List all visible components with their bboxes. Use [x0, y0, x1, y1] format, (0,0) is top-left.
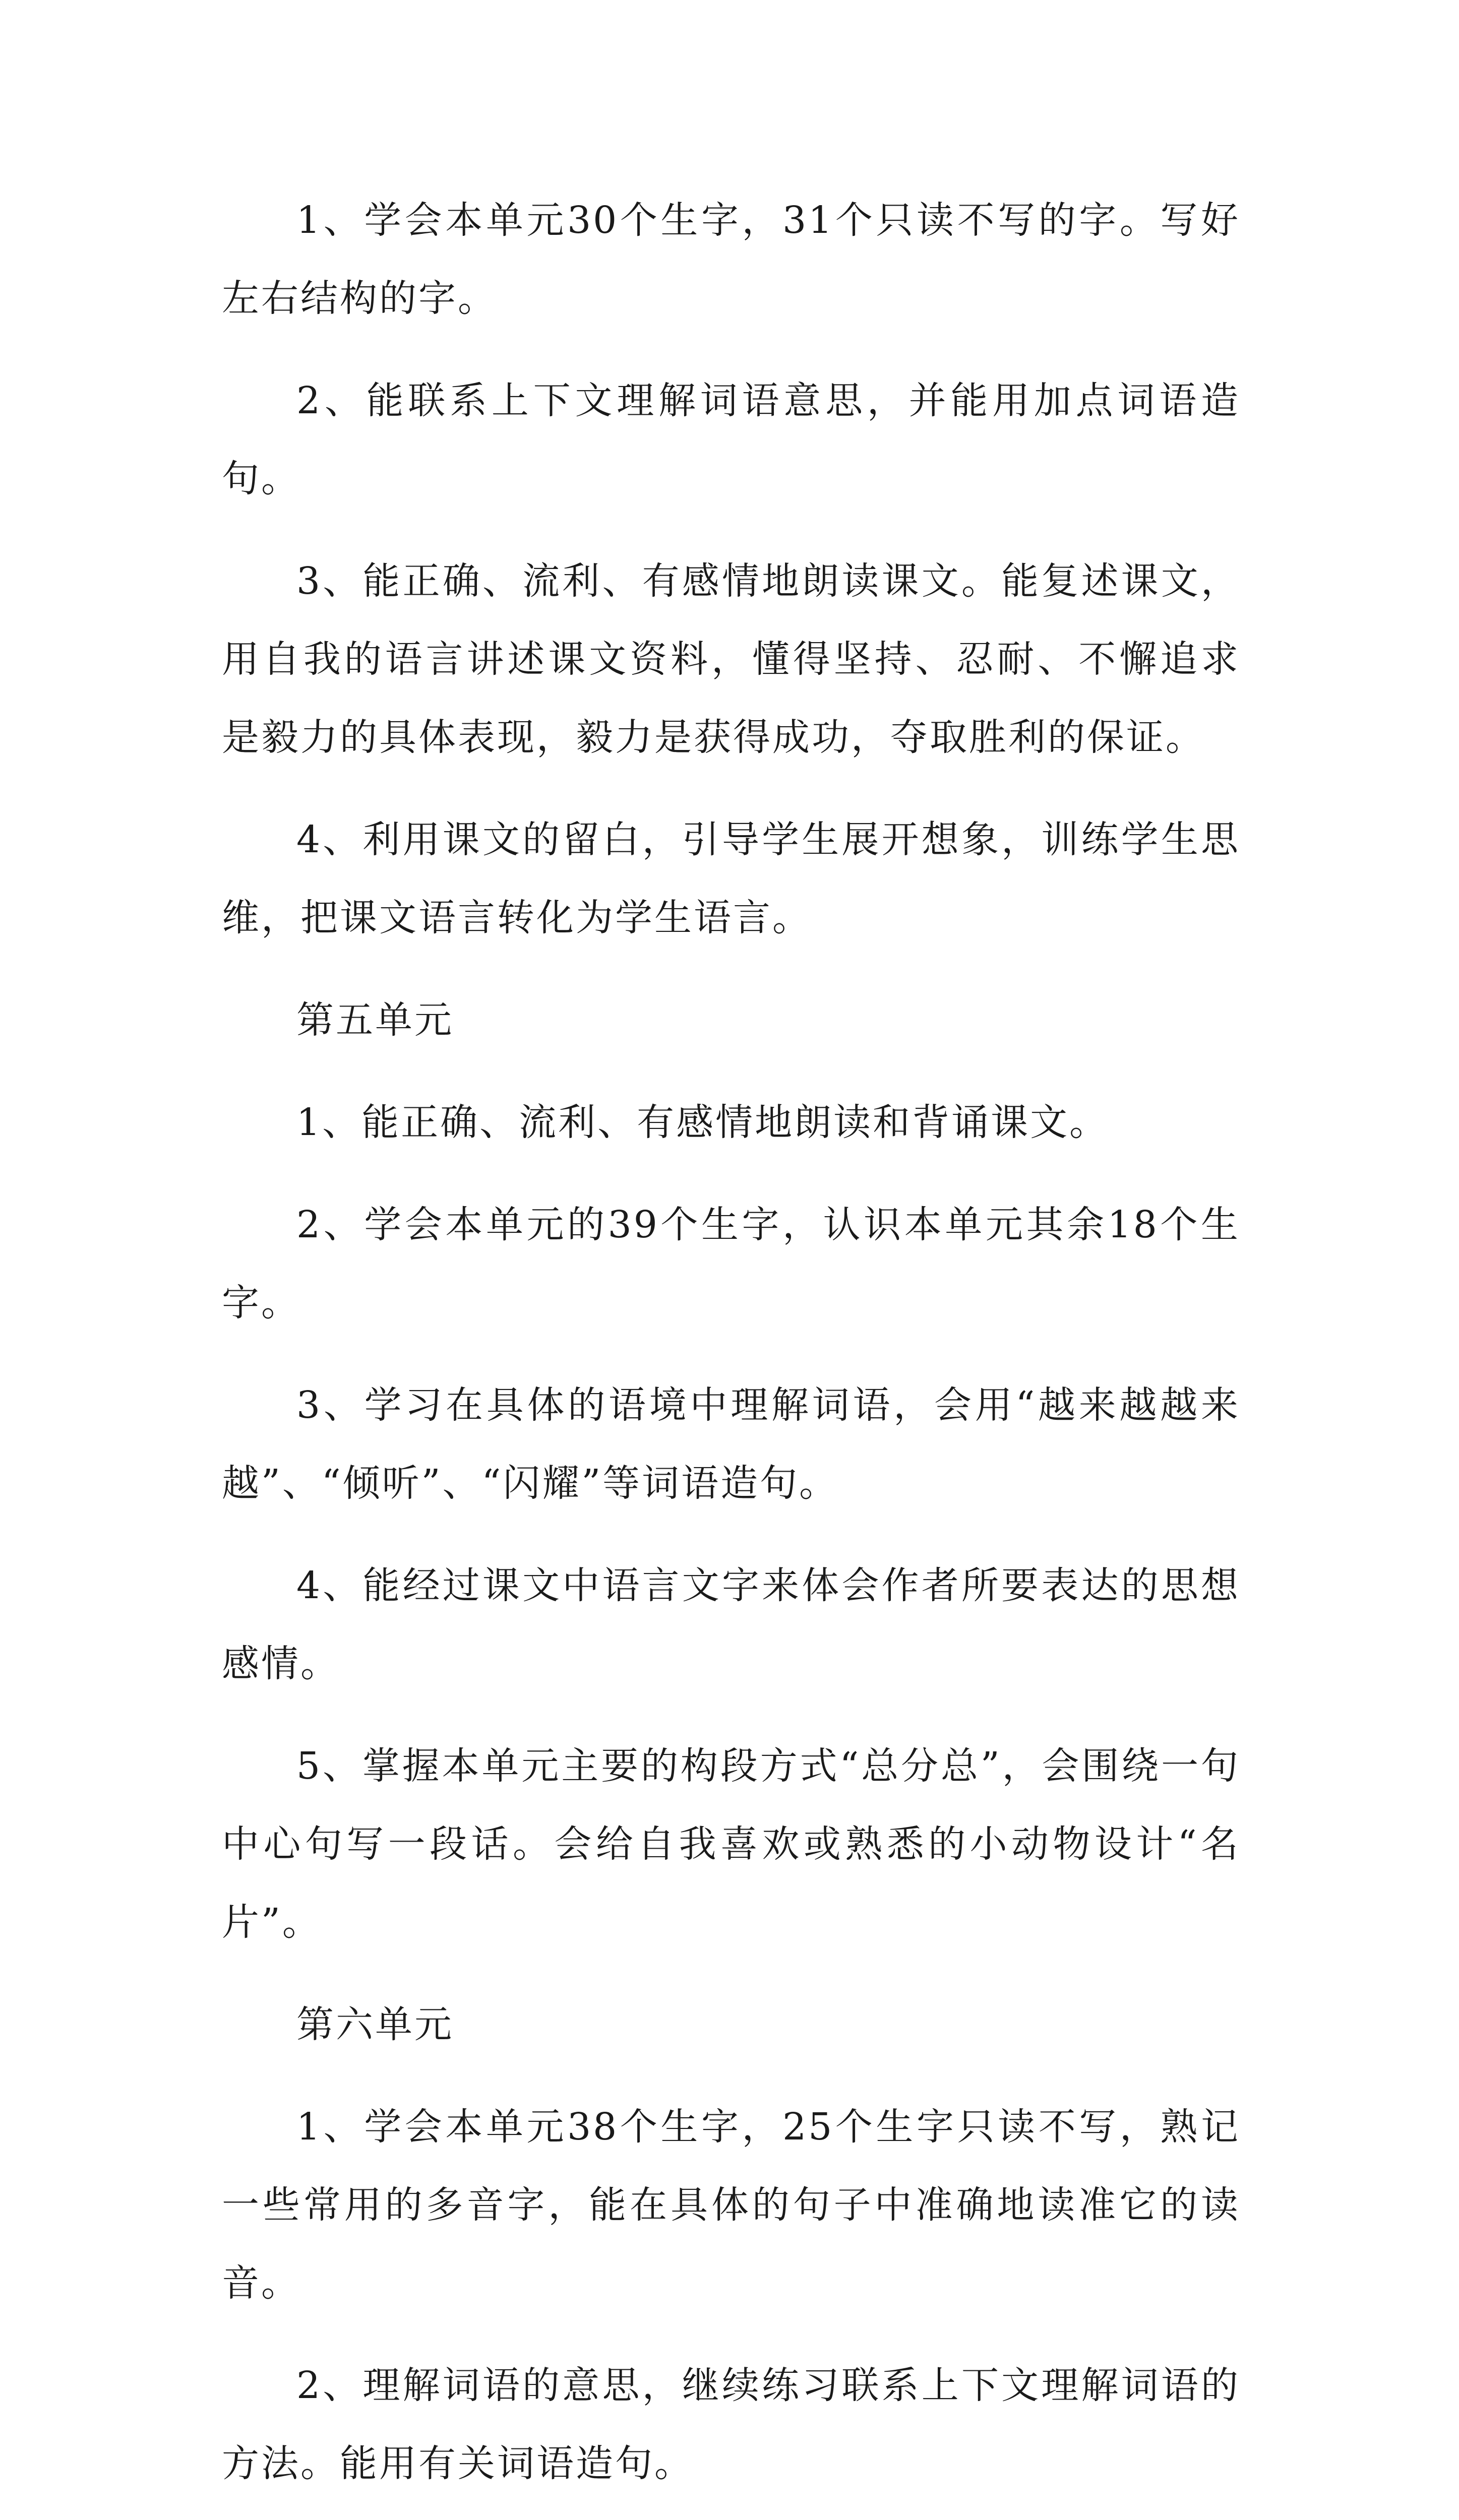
paragraph-unit4-item3: 3、能正确、流利、有感情地朗读课文。能复述课文，用自我的语言讲述课文资料，懂得坚持、忍耐、不懈追求是毅力的具体表现，毅力是获得成功，夺取胜利的保证。 [222, 559, 1240, 759]
paragraph-unit6-item1: 1、学会本单元38个生字，25个生字只读不写，熟记一些常用的多音字，能在具体的句子中准确地读准它的读音。 [222, 2105, 1240, 2305]
document-body [222, 181, 1240, 2520]
section-heading-unit5: 第五单元 [296, 998, 454, 1042]
paragraph-unit5-item2: 2、学会本单元的39个生字，认识本单元其余18个生字。 [222, 1203, 1240, 1325]
paragraph-unit4-item4: 4、利用课文的留白，引导学生展开想象，训练学生思维，把课文语言转化为学生语言。 [222, 818, 1240, 939]
paragraph-unit6-item2: 2、理解词语的意思，继续练习联系上下文理解词语的方法。能用有关词语造句。 [222, 2364, 1240, 2485]
paragraph-unit4-item2: 2、能联系上下文理解词语意思，并能用加点词语造句。 [222, 379, 1240, 500]
paragraph-unit5-item5: 5、掌握本单元主要的构段方式“总分总”，会围绕一句中心句写一段话。会给自我喜欢或熟悉的小动物设计“名片”。 [222, 1744, 1240, 1944]
paragraph-unit4-item1: 1、学会本单元30个生字，31个只读不写的字。写好左右结构的字。 [222, 199, 1240, 320]
paragraph-unit5-item4: 4、能经过课文中语言文字来体会作者所要表达的思想感情。 [222, 1564, 1240, 1685]
paragraph-unit5-item1: 1、能正确、流利、有感情地朗读和背诵课文。 [296, 1101, 1109, 1144]
paragraph-unit5-item3: 3、学习在具体的语境中理解词语，会用“越来越越来越”、“倾听”、“闪耀”等词语造句。 [222, 1383, 1240, 1505]
section-heading-unit6: 第六单元 [296, 2003, 454, 2046]
